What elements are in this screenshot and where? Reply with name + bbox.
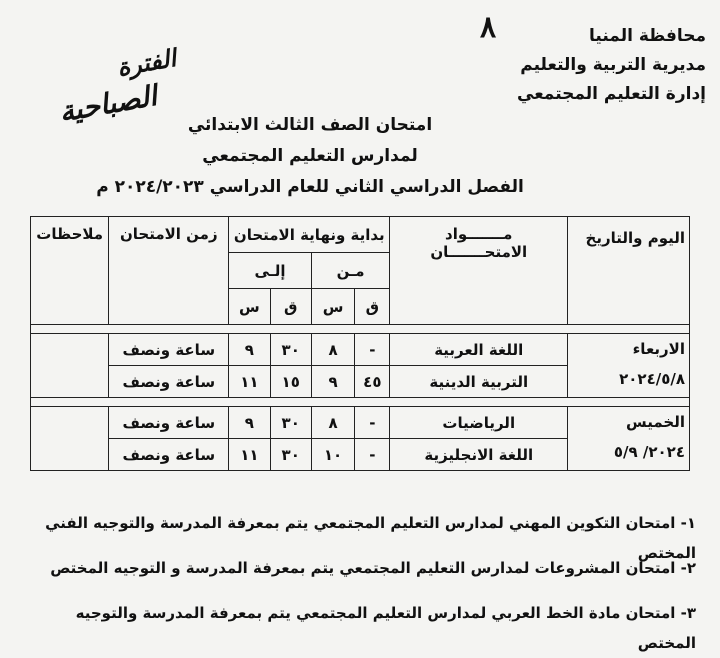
notes-cell — [31, 407, 109, 471]
from-minute-cell: - — [355, 334, 390, 366]
to-hour-cell: ٩ — [229, 407, 270, 439]
note-item: ٢- امتحان المشروعات لمدارس التعليم المجتمعي يتم بمعرفة المدرسة و التوجيه المختص — [50, 559, 696, 577]
date-label: ٢٠٢٤/ ٥/٩ — [613, 443, 685, 461]
header-from-hour: س — [311, 289, 354, 325]
header-start-end: بداية ونهاية الامتحان — [229, 217, 390, 253]
duration-cell: ساعة ونصف — [109, 334, 229, 366]
subject-cell: الرياضيات — [390, 407, 568, 439]
to-minute-cell: ٣٠ — [270, 334, 311, 366]
day-label: الخميس — [626, 413, 685, 431]
administration: إدارة التعليم المجتمعي — [517, 84, 706, 104]
to-minute-cell: ٣٠ — [270, 439, 311, 471]
header-duration: زمن الامتحان — [109, 217, 229, 325]
from-minute-cell: - — [355, 439, 390, 471]
subject-cell: التربية الدينية — [390, 366, 568, 398]
directorate: مديرية التربية والتعليم — [520, 55, 706, 75]
title-line-3: الفصل الدراسي الثاني للعام الدراسي ٢٠٢٤/٢٠٢٣ م — [96, 177, 524, 197]
date-label: ٢٠٢٤/٥/٨ — [619, 370, 685, 388]
schedule-table — [30, 216, 690, 471]
from-hour-cell: ١٠ — [311, 439, 354, 471]
subject-cell: اللغة الانجليزية — [390, 439, 568, 471]
stamp-line-1: الفترة — [114, 43, 179, 82]
table-row — [31, 334, 690, 366]
header-from-minute: ق — [355, 289, 390, 325]
from-hour-cell: ٨ — [311, 334, 354, 366]
header-to-minute: ق — [270, 289, 311, 325]
header-notes: ملاحظات — [31, 217, 109, 325]
day-date-cell — [568, 407, 690, 471]
to-minute-cell: ١٥ — [270, 366, 311, 398]
letterhead — [517, 22, 706, 109]
header-day-date: اليوم والتاريخ — [568, 217, 690, 325]
from-minute-cell: ٤٥ — [355, 366, 390, 398]
duration-cell: ساعة ونصف — [109, 439, 229, 471]
header-subjects: مـــــــواد الامتحـــــــان — [390, 217, 568, 325]
from-hour-cell: ٩ — [311, 366, 354, 398]
header-to: إلـى — [229, 253, 312, 289]
day-date-cell — [568, 334, 690, 398]
from-hour-cell: ٨ — [311, 407, 354, 439]
exam-title — [0, 110, 620, 203]
duration-cell: ساعة ونصف — [109, 407, 229, 439]
notes-list — [16, 508, 696, 652]
title-line-2: لمدارس التعليم المجتمعي — [202, 146, 418, 166]
to-minute-cell: ٣٠ — [270, 407, 311, 439]
notes-cell — [31, 334, 109, 398]
table-row — [31, 407, 690, 439]
stamp-line-2: الصباحية — [56, 78, 160, 129]
note-item: ١- امتحان التكوين المهني لمدارس التعليم المجتمعي يتم بمعرفة المدرسة والتوجيه الفني المختص — [45, 514, 696, 562]
page-number: ٨ — [480, 10, 497, 45]
to-hour-cell: ١١ — [229, 439, 270, 471]
to-hour-cell: ٩ — [229, 334, 270, 366]
day-label: الاربعاء — [632, 340, 685, 358]
duration-cell: ساعة ونصف — [109, 366, 229, 398]
header-from: مـن — [311, 253, 390, 289]
from-minute-cell: - — [355, 407, 390, 439]
subject-cell: اللغة العربية — [390, 334, 568, 366]
governorate: محافظة المنيا — [589, 26, 706, 46]
header-to-hour: س — [229, 289, 270, 325]
title-line-1: امتحان الصف الثالث الابتدائي — [187, 115, 433, 135]
to-hour-cell: ١١ — [229, 366, 270, 398]
note-item: ٣- امتحان مادة الخط العربي لمدارس التعليم المجتمعي يتم بمعرفة المدرسة والتوجيه المختص — [75, 604, 696, 652]
